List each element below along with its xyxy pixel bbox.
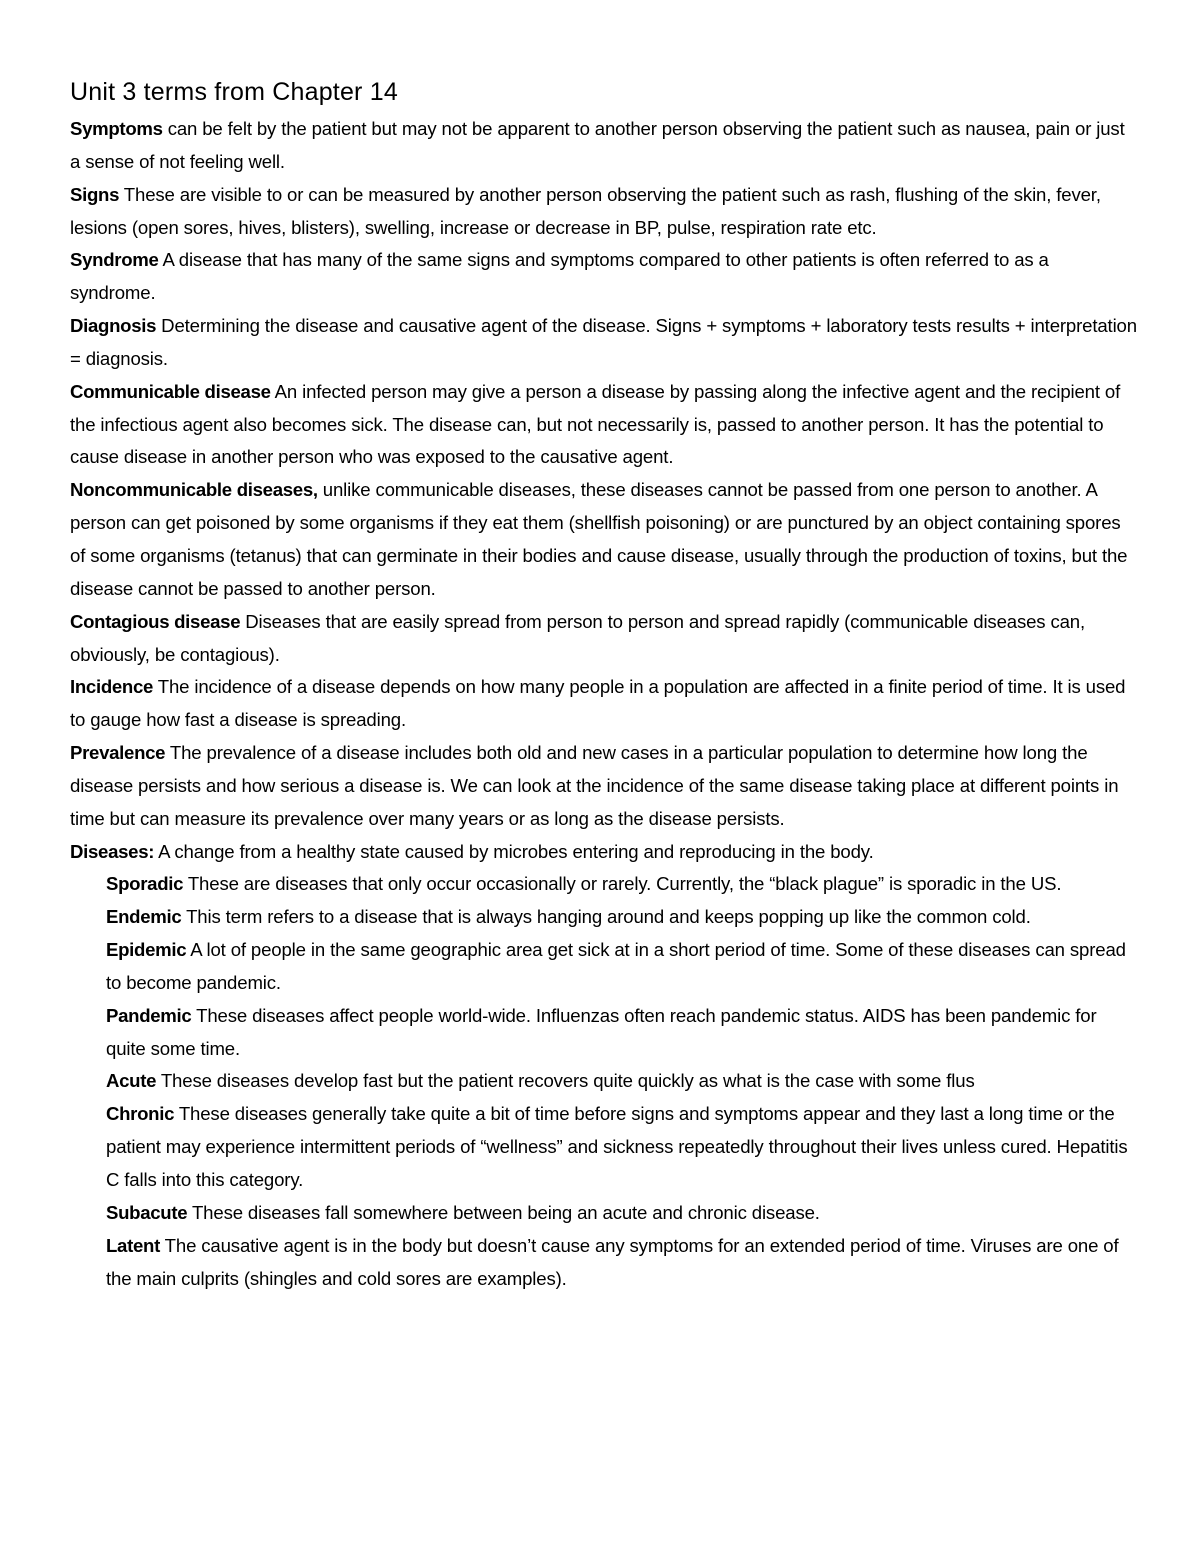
term-entry-contagious-disease <box>70 606 1138 672</box>
term-definition: These diseases affect people world-wide. Influenzas often reach pandemic status. AIDS has been pandemic for quite some time. <box>106 1004 1097 1059</box>
term-label: Epidemic <box>106 939 187 961</box>
term-entry-epidemic <box>70 934 1138 1000</box>
term-label: Endemic <box>106 906 182 928</box>
page-title: Unit 3 terms from Chapter 14 <box>70 78 398 106</box>
term-entry-signs <box>70 179 1138 245</box>
term-definition: Determining the disease and causative agent of the disease. Signs + symptoms + laboratory tests results + interpretation = diagnosis. <box>70 315 1137 369</box>
term-definition: These diseases develop fast but the patient recovers quite quickly as what is the case with some flus <box>156 1070 975 1092</box>
term-definition: The prevalence of a disease includes both old and new cases in a particular population to determine how long the disease persists and how serious a disease is. We can look at the incidence of the same disease taking place at different points in time but can measure its prevalence over many years or as long as the disease persists. <box>70 742 1119 829</box>
term-entry-latent <box>70 1230 1138 1296</box>
term-label: Latent <box>106 1234 160 1256</box>
term-entry-symptoms <box>70 113 1138 179</box>
term-label: Signs <box>70 183 120 205</box>
term-definition: An infected person may give a person a disease by passing along the infective agent and the recipient of the infectious agent also becomes sick. The disease can, but not necessarily is, passed to another person. It has the potential to cause disease in another person who was exposed to the causative agent. <box>70 380 1121 468</box>
term-label: Sporadic <box>106 873 184 895</box>
term-label: Contagious disease <box>70 610 241 632</box>
term-entry-noncommunicable-diseases <box>70 474 1138 605</box>
term-definition: This term refers to a disease that is always hanging around and keeps popping up like the common cold. <box>181 906 1031 928</box>
term-label: Chronic <box>106 1103 175 1125</box>
term-entry-chronic <box>70 1098 1138 1197</box>
term-definition: The causative agent is in the body but doesn’t cause any symptoms for an extended period of time. Viruses are one of the main culprits (shingles and cold sores are examples). <box>106 1234 1119 1289</box>
term-entry-pandemic <box>70 1000 1138 1066</box>
term-label: Acute <box>106 1070 157 1092</box>
term-entry-diagnosis <box>70 310 1138 376</box>
term-definition: These diseases generally take quite a bit of time before signs and symptoms appear and they last a long time or the patient may experience intermittent periods of “wellness” and sickness repeatedly throughout their lives unless cured. Hepatitis C falls into this category. <box>106 1103 1128 1190</box>
term-entry-communicable-disease <box>70 376 1138 475</box>
term-definition: A change from a healthy state caused by microbes entering and reproducing in the body. <box>154 840 874 862</box>
term-definition: can be felt by the patient but may not be apparent to another person observing the patient such as nausea, pain or just a sense of not feeling well. <box>70 118 1125 172</box>
term-label: Subacute <box>106 1201 188 1223</box>
terms-body <box>70 113 1138 1295</box>
term-definition: These are visible to or can be measured by another person observing the patient such as rash, flushing of the skin, fever, lesions (open sores, hives, blisters), swelling, increase or decrease in BP, pulse, respiration rate etc. <box>70 183 1101 238</box>
term-entry-acute <box>70 1065 1138 1098</box>
term-label: Communicable disease <box>70 380 271 402</box>
term-label: Noncommunicable diseases, <box>70 479 318 501</box>
term-label: Diseases: <box>70 840 155 862</box>
term-label: Pandemic <box>106 1004 192 1026</box>
term-entry-subacute <box>70 1197 1138 1230</box>
term-entry-syndrome <box>70 244 1138 310</box>
term-entry-prevalence <box>70 737 1138 836</box>
term-definition: A lot of people in the same geographic area get sick at in a short period of time. Some of these diseases can spread to become pandemic. <box>106 939 1126 993</box>
term-label: Incidence <box>70 676 154 698</box>
term-entry-sporadic <box>70 868 1138 901</box>
term-label: Syndrome <box>70 249 159 271</box>
term-definition: Diseases that are easily spread from person to person and spread rapidly (communicable diseases can, obviously, be contagious). <box>70 610 1086 665</box>
term-definition: unlike communicable diseases, these diseases cannot be passed from one person to another. A person can get poisoned by some organisms if they eat them (shellfish poisoning) or are punctured by an object containing spores of some organisms (tetanus) that can germinate in their bodies and cause disease, usually through the production of toxins, but the disease cannot be passed to another person. <box>70 479 1128 599</box>
term-definition: These diseases fall somewhere between being an acute and chronic disease. <box>187 1201 820 1223</box>
term-label: Diagnosis <box>70 315 157 337</box>
term-entry-incidence <box>70 671 1138 737</box>
term-entry-diseases <box>70 836 1138 869</box>
term-entry-endemic <box>70 901 1138 934</box>
term-definition: A disease that has many of the same signs and symptoms compared to other patients is often referred to as a syndrome. <box>70 249 1049 304</box>
term-definition: The incidence of a disease depends on how many people in a population are affected in a finite period of time. It is used to gauge how fast a disease is spreading. <box>70 676 1126 731</box>
term-definition: These are diseases that only occur occasionally or rarely. Currently, the “black plague” is sporadic in the US. <box>183 873 1062 895</box>
disease-types-list <box>70 868 1138 1295</box>
term-label: Symptoms <box>70 118 163 139</box>
term-label: Prevalence <box>70 742 166 764</box>
